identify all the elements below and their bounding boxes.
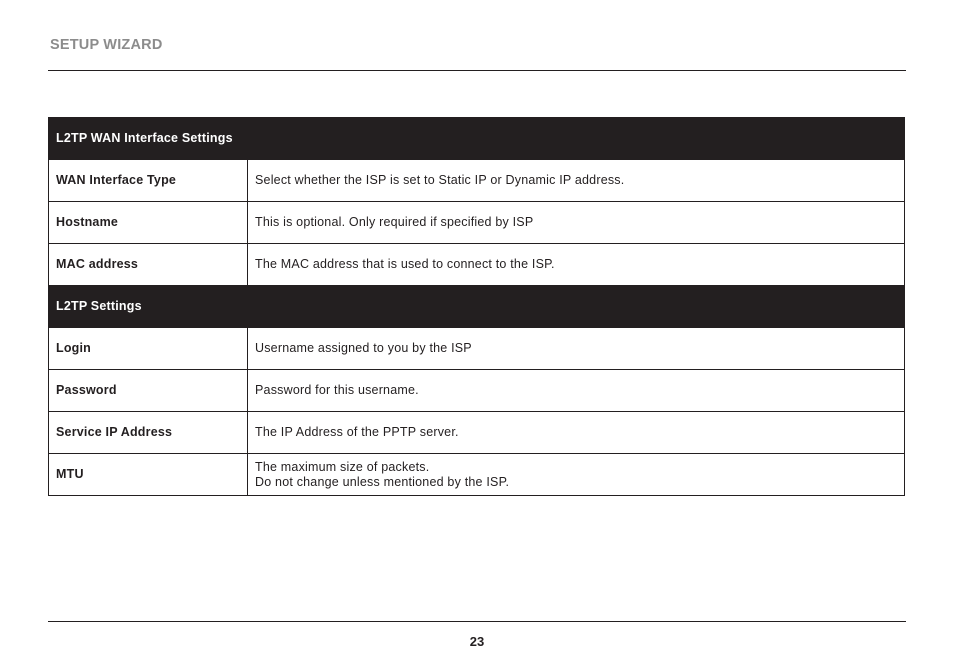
table-row: [49, 202, 905, 244]
section-header-l2tp-settings: [49, 286, 905, 328]
row-label: MAC address: [49, 244, 248, 286]
page-header-title: SETUP WIZARD: [50, 37, 163, 53]
header-divider: [48, 70, 906, 71]
table-row: [49, 370, 905, 412]
table-row: [49, 160, 905, 202]
table-row: [49, 244, 905, 286]
row-label: Login: [49, 328, 248, 370]
settings-table: [48, 117, 905, 496]
row-label: WAN Interface Type: [49, 160, 248, 202]
table-row: [49, 328, 905, 370]
table-row: [49, 412, 905, 454]
section-header-l2tp-wan: [49, 118, 905, 160]
row-description: [248, 370, 905, 412]
footer-divider: [48, 621, 906, 622]
row-label: Hostname: [49, 202, 248, 244]
description-line: The MAC address that is used to connect to the ISP.: [255, 257, 555, 271]
row-description: [248, 454, 905, 496]
description-line: Password for this username.: [255, 383, 419, 397]
description-line: The maximum size of packets.: [255, 459, 430, 474]
row-description: [248, 244, 905, 286]
row-label: Service IP Address: [49, 412, 248, 454]
section-title: L2TP Settings: [49, 286, 905, 328]
row-description: [248, 412, 905, 454]
row-label: Password: [49, 370, 248, 412]
section-title: L2TP WAN Interface Settings: [49, 118, 905, 160]
description-line: The IP Address of the PPTP server.: [255, 425, 459, 439]
description-line: Username assigned to you by the ISP: [255, 341, 472, 355]
row-description: [248, 328, 905, 370]
row-label: MTU: [49, 454, 248, 496]
table-row: [49, 454, 905, 496]
row-description: [248, 160, 905, 202]
description-line: Do not change unless mentioned by the ISP.: [255, 474, 510, 489]
page-number: 23: [469, 634, 485, 649]
row-description: [248, 202, 905, 244]
description-line: Select whether the ISP is set to Static IP or Dynamic IP address.: [255, 173, 625, 187]
description-line: This is optional. Only required if specified by ISP: [255, 215, 534, 229]
